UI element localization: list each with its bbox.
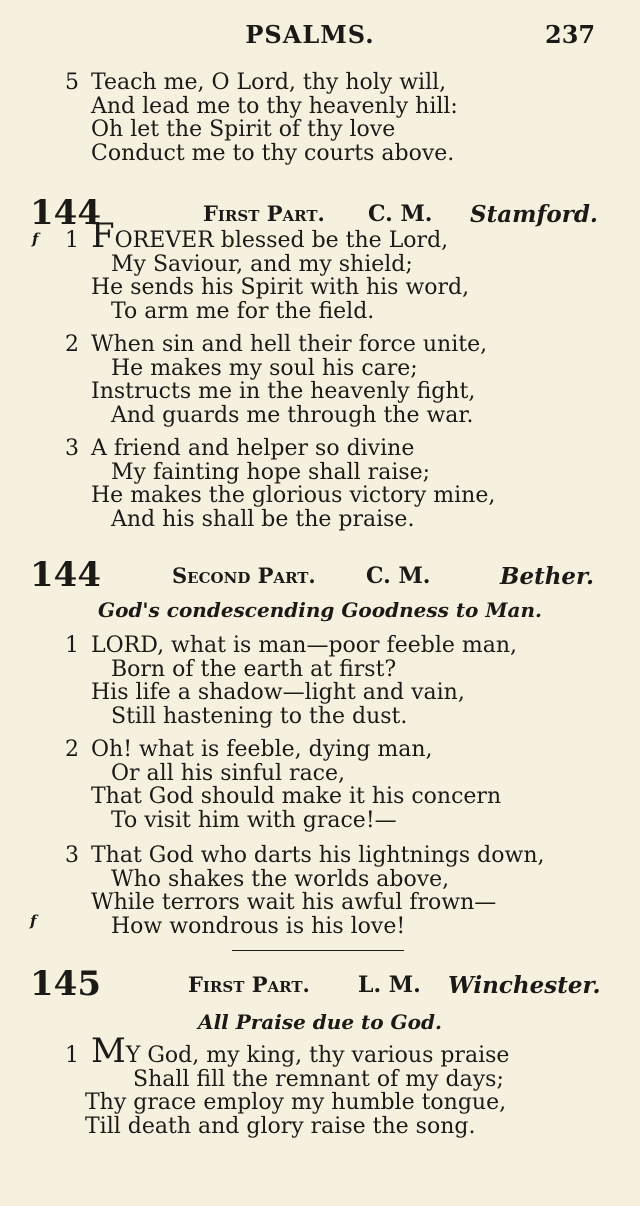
verse-line: 2 When sin and hell their force unite, — [65, 332, 488, 357]
verse-line: 1 LORD, what is man—poor feeble man, — [65, 633, 518, 658]
verse-line: Born of the earth at first? — [111, 656, 397, 682]
verse-line: He makes the glorious victory mine, — [91, 483, 496, 508]
verse-line: While terrors wait his awful frown— — [91, 890, 497, 915]
hymn-subtitle: God's condescending Goodness to Man. — [98, 598, 542, 622]
page-number: 237 — [545, 20, 596, 49]
verse-line: Who shakes the worlds above, — [111, 866, 450, 892]
hymn-144-second-part-heading — [0, 555, 640, 595]
verse-line: And guards me through the war. — [111, 402, 474, 428]
hymn-part: Second Part. — [172, 563, 316, 588]
section-divider — [232, 950, 404, 951]
verse-line: To arm me for the field. — [111, 298, 375, 324]
drop-cap: F — [91, 216, 115, 256]
verse-line: Thy grace employ my humble tongue, — [85, 1090, 507, 1115]
hymn-number: 144 — [30, 555, 101, 595]
hymn-meter: L. M. — [358, 972, 421, 998]
dynamic-mark: f — [30, 912, 37, 930]
verse-number: 5 — [65, 70, 79, 95]
verse-line: Conduct me to thy courts above. — [91, 140, 455, 166]
hymn-145-verse-1 — [65, 1031, 510, 1139]
verse-number: 1 — [65, 1043, 79, 1068]
verse-line: 1 MY God, my king, thy various praise — [65, 1031, 510, 1071]
verse-number: 1 — [65, 633, 79, 658]
verse-line: 3 A friend and helper so divine — [65, 436, 415, 461]
verse-line: 3 That God who darts his lightnings down, — [65, 843, 545, 868]
running-title: PSALMS. — [245, 20, 375, 49]
hymn-part: First Part. — [188, 972, 310, 997]
verse-line: 1 FOREVER blessed be the Lord, — [65, 216, 449, 256]
verse-line: Till death and glory raise the song. — [85, 1113, 476, 1139]
hymn-tune: Winchester. — [448, 972, 601, 999]
verse-line: And lead me to thy heavenly hill: — [91, 93, 458, 119]
hymn-144b-verse-1 — [65, 634, 517, 728]
hymn-subtitle: All Praise due to God. — [198, 1010, 442, 1034]
verse-line: Or all his sinful race, — [111, 760, 346, 786]
verse-line: To visit him with grace!— — [111, 807, 397, 833]
hymn-144a-verse-1 — [65, 216, 470, 324]
hymn-144a-verse-3 — [65, 437, 495, 531]
verse-line: My Saviour, and my shield; — [111, 251, 413, 277]
verse-line: 2 Oh! what is feeble, dying man, — [65, 737, 433, 762]
hymn-tune: Stamford. — [470, 201, 598, 228]
hymn-meter: C. M. — [366, 563, 431, 589]
hymn-meter: C. M. — [368, 201, 433, 227]
verse-5-top — [65, 71, 458, 165]
verse-line: His life a shadow—light and vain, — [91, 680, 465, 705]
hymn-144b-verse-2 — [65, 738, 501, 832]
verse-line: He sends his Spirit with his word, — [91, 275, 470, 300]
verse-line: Shall fill the remnant of my days; — [133, 1066, 504, 1092]
verse-number: 3 — [65, 843, 79, 868]
drop-cap: M — [91, 1031, 126, 1071]
hymn-number: 144 — [30, 193, 101, 233]
verse-line: Instructs me in the heavenly fight, — [91, 379, 476, 404]
verse-line: Still hastening to the dust. — [111, 703, 408, 729]
verse-number: 2 — [65, 332, 79, 357]
verse-number: 3 — [65, 436, 79, 461]
hymn-145-first-part-heading — [0, 964, 640, 1004]
hymn-part: First Part. — [203, 201, 325, 226]
verse-line: How wondrous is his love! — [111, 913, 406, 939]
hymn-144a-verse-2 — [65, 333, 487, 427]
verse-line: Oh let the Spirit of thy love — [91, 117, 396, 142]
dynamic-mark: f — [32, 230, 39, 248]
hymn-number: 145 — [30, 964, 101, 1004]
verse-number: 2 — [65, 737, 79, 762]
verse-line: That God should make it his concern — [91, 784, 502, 809]
verse-line: My fainting hope shall raise; — [111, 459, 431, 485]
verse-number: 1 — [65, 228, 79, 253]
verse-line: And his shall be the praise. — [111, 506, 415, 532]
hymn-tune: Bether. — [500, 563, 595, 590]
hymn-144b-verse-3 — [65, 844, 544, 938]
verse-line: He makes my soul his care; — [111, 355, 418, 381]
verse-line: 5 Teach me, O Lord, thy holy will, — [65, 70, 447, 95]
